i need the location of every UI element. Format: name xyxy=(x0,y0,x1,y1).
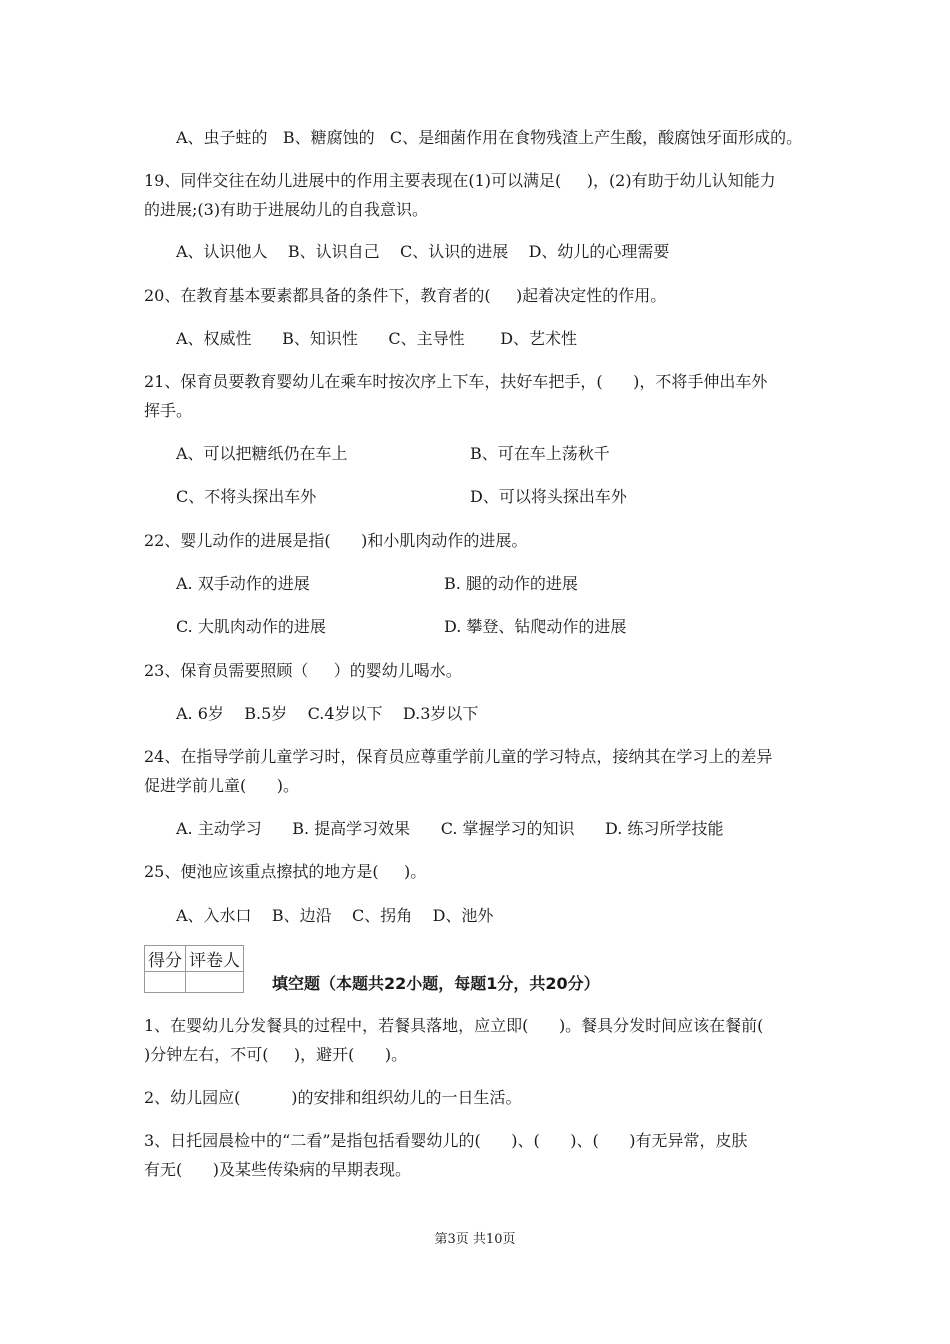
question-21-option-b: B、可在车上荡秋千 xyxy=(470,444,610,463)
grader-label: 评卷人 xyxy=(186,946,244,972)
question-23-options: A. 6岁 B.5岁 C.4岁以下 D.3岁以下 xyxy=(176,704,479,723)
fill-blank-2: 2、幼儿园应( )的安排和组织幼儿的一日生活。 xyxy=(144,1088,522,1107)
fill-blank-3-line-2: 有无( )及某些传染病的早期表现。 xyxy=(144,1160,412,1179)
score-box xyxy=(144,945,244,993)
question-23: 23、保育员需要照顾（ ）的婴幼儿喝水。 xyxy=(144,661,462,680)
question-22-option-a: A. 双手动作的进展 xyxy=(176,574,310,593)
question-22-option-b: B. 腿的动作的进展 xyxy=(444,574,578,593)
question-24-options: A. 主动学习 B. 提高学习效果 C. 掌握学习的知识 D. 练习所学技能 xyxy=(176,819,724,838)
question-20-options: A、权威性 B、知识性 C、主导性 D、艺术性 xyxy=(176,329,578,348)
page-footer: 第3页 共10页 xyxy=(434,1232,516,1247)
fill-blank-3-line-1: 3、日托园晨检中的“二看”是指包括看婴幼儿的( )、( )、( )有无异常，皮肤 xyxy=(144,1131,748,1150)
section-title: 填空题（本题共22小题，每题1分，共20分） xyxy=(272,974,600,993)
question-21-line-2: 挥手。 xyxy=(144,401,193,420)
score-label: 得分 xyxy=(145,946,186,972)
question-21-option-a: A、可以把糖纸仍在车上 xyxy=(176,444,348,463)
question-19-line-1: 19、同伴交往在幼儿进展中的作用主要表现在(1)可以满足( )，(2)有助于幼儿认知能力 xyxy=(144,171,776,190)
question-24-line-1: 24、在指导学前儿童学习时，保育员应尊重学前儿童的学习特点，接纳其在学习上的差异 xyxy=(144,747,773,766)
question-21-option-d: D、可以将头探出车外 xyxy=(470,487,627,506)
question-22-option-d: D. 攀登、钻爬动作的进展 xyxy=(444,617,627,636)
fill-blank-1-line-1: 1、在婴幼儿分发餐具的过程中，若餐具落地，应立即( )。餐具分发时间应该在餐前( xyxy=(144,1016,764,1035)
question-18-options: A、虫子蛀的 B、糖腐蚀的 C、是细菌作用在食物残渣上产生酸，酸腐蚀牙面形成的。 xyxy=(176,128,803,147)
question-25-options: A、入水口 B、边沿 C、拐角 D、池外 xyxy=(176,906,494,925)
question-22: 22、婴儿动作的进展是指( )和小肌肉动作的进展。 xyxy=(144,531,528,550)
question-22-option-c: C. 大肌肉动作的进展 xyxy=(176,617,326,636)
question-19-options: A、认识他人 B、认识自己 C、认识的进展 D、幼儿的心理需要 xyxy=(176,242,670,261)
question-24-line-2: 促进学前儿童( )。 xyxy=(144,776,300,795)
fill-blank-1-line-2: )分钟左右，不可( )，避开( )。 xyxy=(144,1045,408,1064)
question-25: 25、便池应该重点擦拭的地方是( )。 xyxy=(144,862,427,881)
question-19-line-2: 的进展;(3)有助于进展幼儿的自我意识。 xyxy=(144,200,429,219)
grader-cell xyxy=(186,972,244,993)
question-21-line-1: 21、保育员要教育婴幼儿在乘车时按次序上下车，扶好车把手，( )，不将手伸出车外 xyxy=(144,372,768,391)
question-21-option-c: C、不将头探出车外 xyxy=(176,487,317,506)
question-20: 20、在教育基本要素都具备的条件下，教育者的( )起着决定性的作用。 xyxy=(144,286,667,305)
score-cell xyxy=(145,972,186,993)
